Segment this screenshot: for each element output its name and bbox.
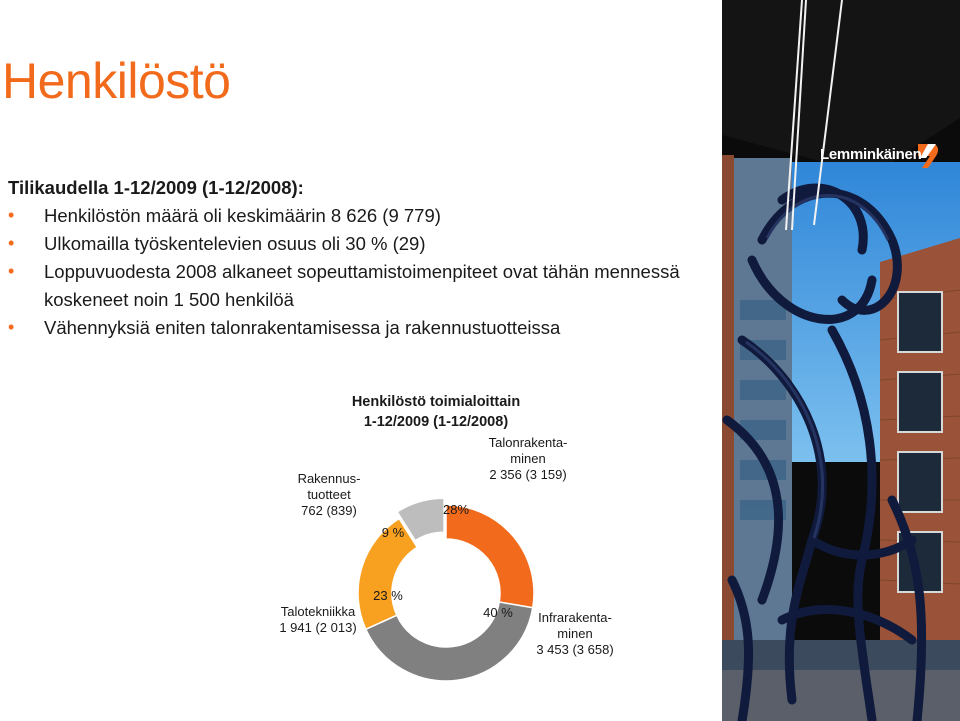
chart-title-line-2: 1-12/2009 (1-12/2008) [363, 414, 509, 430]
page-title: Henkilöstö [2, 53, 231, 109]
slice-category-line: Talotekniikka [280, 604, 356, 619]
summary-bullet: • Ulkomailla työskentelevien osuus oli 30 % (29) [8, 230, 708, 258]
slice-category-line: 2 356 (3 159) [489, 467, 567, 482]
slice-category-line: tuotteet [307, 487, 351, 502]
summary-bullet: • Loppuvuodesta 2008 alkaneet sopeuttamistoimenpiteet ovat tähän mennessä koskeneet noin 1 500 henkilöä [8, 258, 708, 314]
slice-percent-label: 28% [442, 502, 470, 517]
slice-category-line: Rakennus- [297, 471, 361, 486]
slice-percent-label: 40 % [483, 605, 513, 620]
slice-category-label [298, 471, 361, 518]
slice-category-line: minen [557, 626, 593, 641]
slice-category-label [279, 604, 356, 635]
lemminkainen-logo: Lemminkäinen [820, 146, 922, 163]
sculpture-photo [722, 0, 960, 721]
slice-percent-label: 23 % [373, 588, 403, 603]
slice-category-label [536, 610, 613, 657]
slice-category-line: minen [510, 451, 546, 466]
summary-bullet: • Henkilöstön määrä oli keskimäärin 8 626 (9 779) [8, 202, 708, 230]
summary-heading: Tilikaudella 1-12/2009 (1-12/2008): [8, 177, 304, 198]
slice-category-line: Talonrakenta- [488, 435, 568, 450]
summary-bullet: • Vähennyksiä eniten talonrakentamisessa ja rakennustuotteissa [8, 314, 708, 342]
slice-category-line: 1 941 (2 013) [279, 620, 357, 635]
slice-category-line: 3 453 (3 658) [536, 642, 614, 657]
slice-category-label [489, 435, 568, 482]
slice-percent-label: 9 % [381, 525, 405, 540]
sculpture-photo-art [722, 0, 960, 721]
slice-category-line: 762 (839) [301, 503, 357, 518]
chart-title-line-1: Henkilöstö toimialoittain [351, 394, 521, 410]
donut-slice [446, 505, 534, 608]
slice-category-line: Infrarakenta- [538, 610, 612, 625]
